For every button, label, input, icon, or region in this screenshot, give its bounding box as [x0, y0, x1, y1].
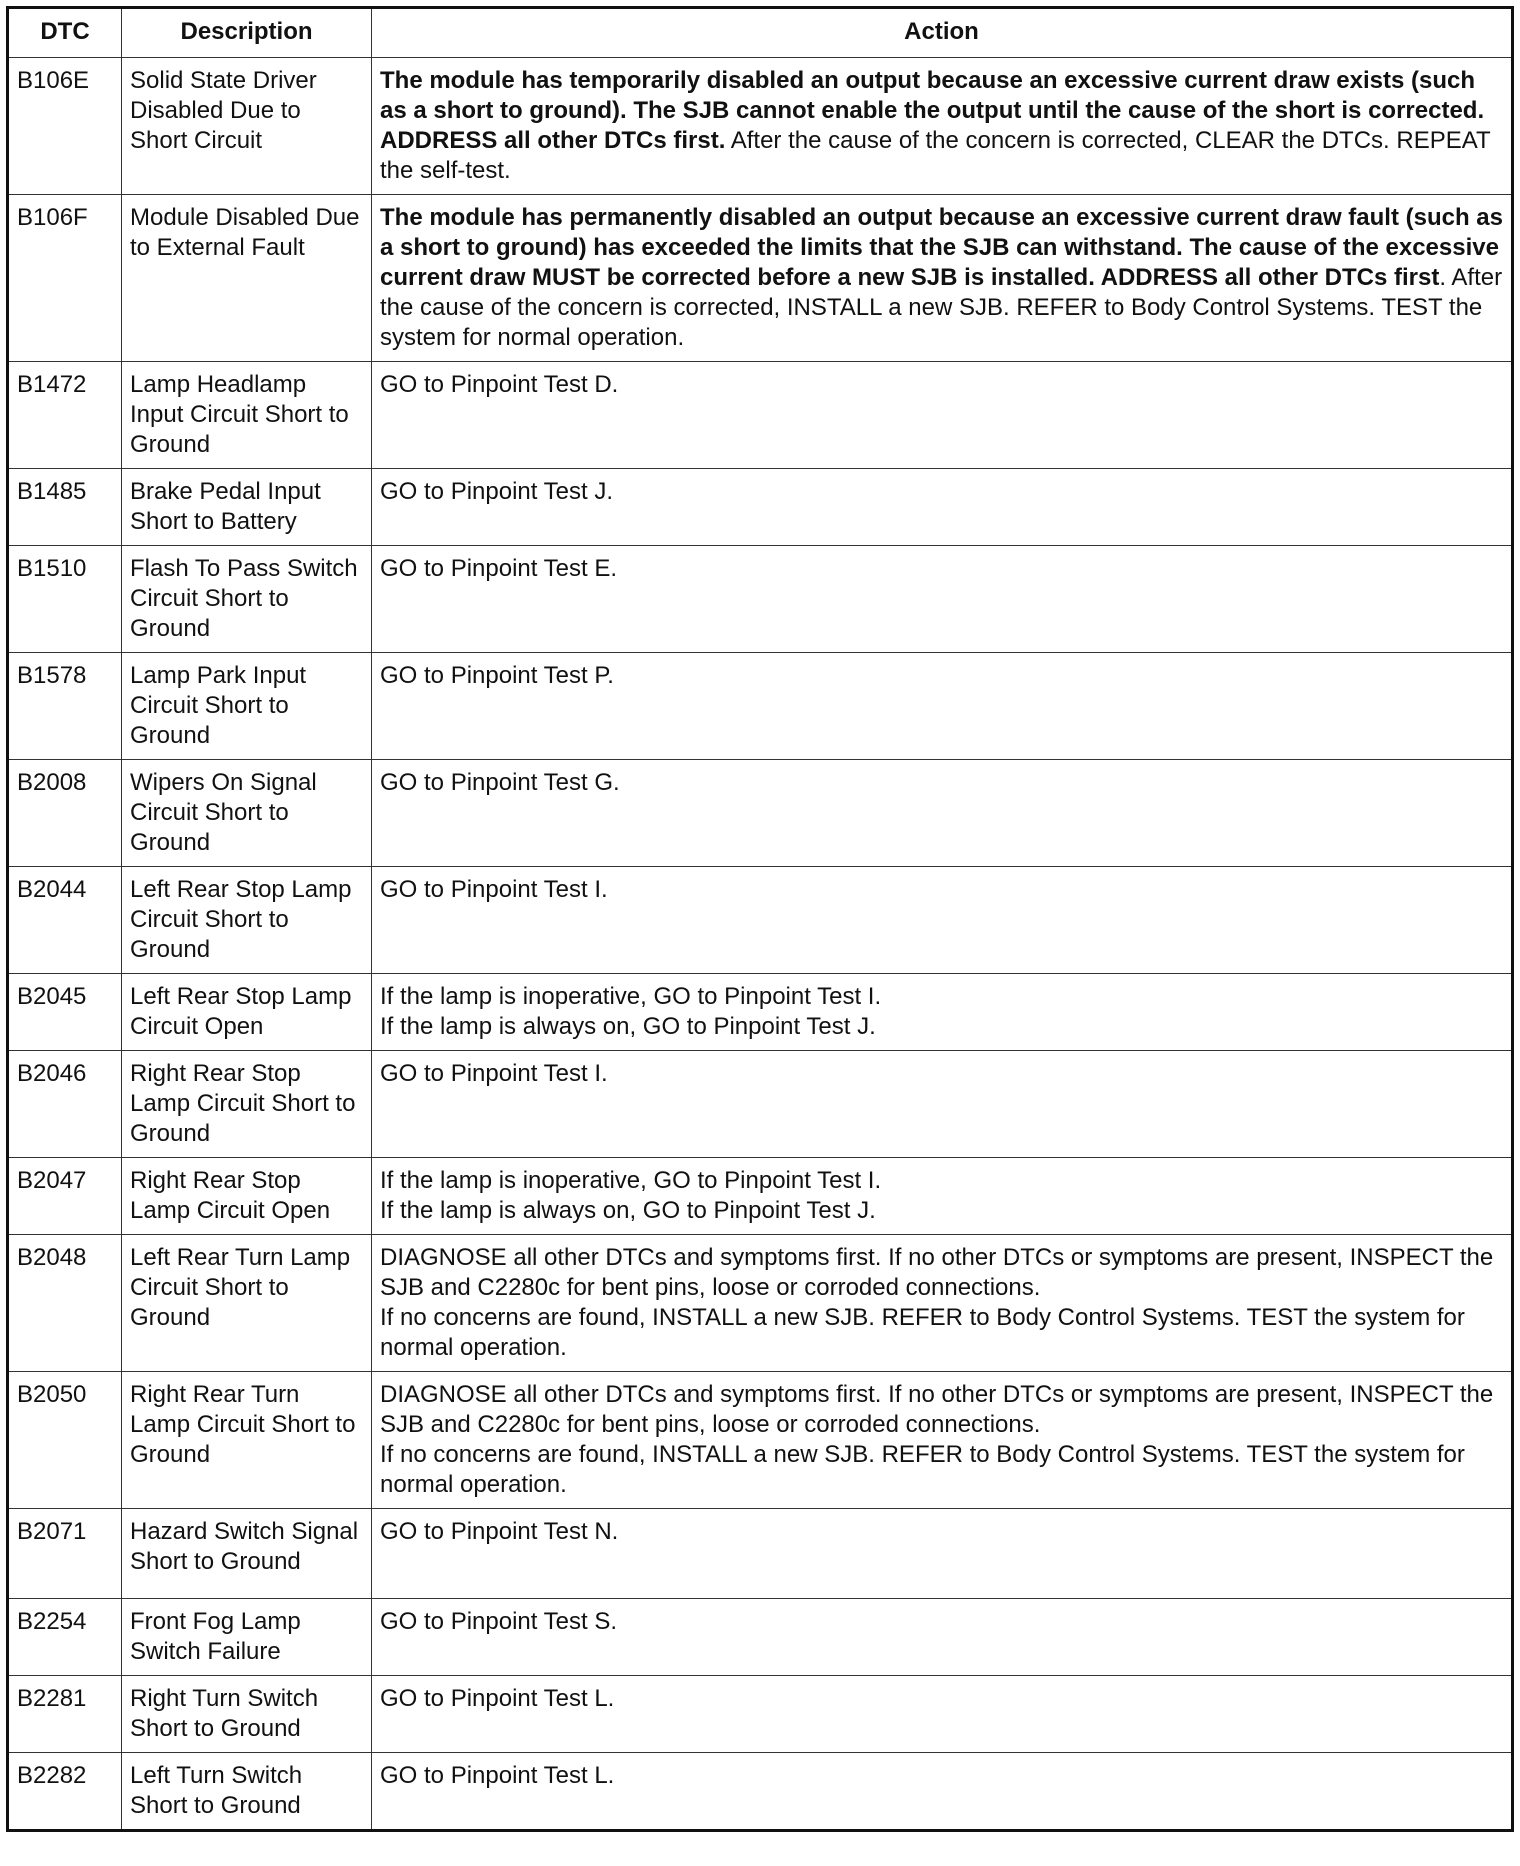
table-row: [8, 1509, 1513, 1599]
dtc-action: GO to Pinpoint Test E.: [372, 546, 1513, 653]
table-row: [8, 867, 1513, 974]
dtc-description: Wipers On Signal Circuit Short to Ground: [122, 760, 372, 867]
table-row: [8, 974, 1513, 1051]
dtc-description: Left Rear Turn Lamp Circuit Short to Ground: [122, 1235, 372, 1372]
dtc-description: Lamp Park Input Circuit Short to Ground: [122, 653, 372, 760]
dtc-description: Hazard Switch Signal Short to Ground: [122, 1509, 372, 1599]
action-line: If the lamp is always on, GO to Pinpoint Test J.: [380, 1197, 876, 1224]
header-action: Action: [372, 8, 1513, 58]
action-line: If no concerns are found, INSTALL a new SJB. REFER to Body Control Systems. TEST the system for normal operation.: [380, 1304, 1465, 1361]
table-header-row: [8, 8, 1513, 58]
action-text: . After the cause of the concern is corrected, INSTALL a new SJB. REFER to Body Control Systems. TEST the system for normal operation.: [380, 264, 1503, 351]
dtc-description: Right Rear Stop Lamp Circuit Open: [122, 1158, 372, 1235]
table-row: [8, 1372, 1513, 1509]
dtc-description: Module Disabled Due to External Fault: [122, 195, 372, 362]
header-description: Description: [122, 8, 372, 58]
table-row: [8, 760, 1513, 867]
dtc-action: [372, 195, 1513, 362]
dtc-code: B2281: [8, 1676, 122, 1753]
action-line: DIAGNOSE all other DTCs and symptoms first. If no other DTCs or symptoms are present, INSPECT the SJB and C2280c for bent pins, loose or corroded connections.: [380, 1381, 1494, 1438]
dtc-action: GO to Pinpoint Test D.: [372, 362, 1513, 469]
table-row: [8, 653, 1513, 760]
dtc-code: B2044: [8, 867, 122, 974]
dtc-description: Lamp Headlamp Input Circuit Short to Ground: [122, 362, 372, 469]
table-row: [8, 1676, 1513, 1753]
dtc-code: B1485: [8, 469, 122, 546]
dtc-description: Right Rear Turn Lamp Circuit Short to Ground: [122, 1372, 372, 1509]
dtc-code: B106E: [8, 58, 122, 195]
dtc-description: Solid State Driver Disabled Due to Short Circuit: [122, 58, 372, 195]
dtc-description: Right Turn Switch Short to Ground: [122, 1676, 372, 1753]
dtc-code: B2050: [8, 1372, 122, 1509]
dtc-code: B2282: [8, 1753, 122, 1831]
dtc-action: GO to Pinpoint Test N.: [372, 1509, 1513, 1599]
dtc-code: B2008: [8, 760, 122, 867]
table-row: [8, 1158, 1513, 1235]
dtc-description: Left Turn Switch Short to Ground: [122, 1753, 372, 1831]
dtc-action: [372, 58, 1513, 195]
table-row: [8, 1599, 1513, 1676]
dtc-description: Front Fog Lamp Switch Failure: [122, 1599, 372, 1676]
action-line: If the lamp is inoperative, GO to Pinpoint Test I.: [380, 1167, 882, 1194]
dtc-action: [372, 1235, 1513, 1372]
table-row: [8, 546, 1513, 653]
dtc-description: Flash To Pass Switch Circuit Short to Ground: [122, 546, 372, 653]
dtc-action: [372, 1372, 1513, 1509]
action-line: If no concerns are found, INSTALL a new SJB. REFER to Body Control Systems. TEST the system for normal operation.: [380, 1441, 1465, 1498]
table-row: [8, 469, 1513, 546]
dtc-action: GO to Pinpoint Test G.: [372, 760, 1513, 867]
dtc-action: GO to Pinpoint Test P.: [372, 653, 1513, 760]
table-row: [8, 58, 1513, 195]
dtc-action: GO to Pinpoint Test I.: [372, 867, 1513, 974]
dtc-action: GO to Pinpoint Test S.: [372, 1599, 1513, 1676]
dtc-description: Brake Pedal Input Short to Battery: [122, 469, 372, 546]
dtc-code: B2071: [8, 1509, 122, 1599]
dtc-action: [372, 1158, 1513, 1235]
table-row: [8, 362, 1513, 469]
dtc-code: B2254: [8, 1599, 122, 1676]
dtc-code: B2047: [8, 1158, 122, 1235]
dtc-table: [6, 6, 1514, 1832]
table-row: [8, 1051, 1513, 1158]
dtc-action: GO to Pinpoint Test J.: [372, 469, 1513, 546]
dtc-description: Left Rear Stop Lamp Circuit Open: [122, 974, 372, 1051]
dtc-action: [372, 974, 1513, 1051]
dtc-code: B1472: [8, 362, 122, 469]
table-row: [8, 195, 1513, 362]
header-dtc: DTC: [8, 8, 122, 58]
action-line: DIAGNOSE all other DTCs and symptoms first. If no other DTCs or symptoms are present, INSPECT the SJB and C2280c for bent pins, loose or corroded connections.: [380, 1244, 1494, 1301]
action-emphasis: The module has permanently disabled an output because an excessive current draw fault (such as a short to ground) has exceeded the limits that the SJB can withstand. The cause of the excessive current draw MUST be corrected before a new SJB is installed. ADDRESS all other DTCs first: [380, 204, 1503, 291]
action-emphasis: The module has temporarily disabled an output because an excessive current draw exists (such as a short to ground). The SJB cannot enable the output until the cause of the short is corrected. ADDRESS all other DTCs first.: [380, 67, 1485, 154]
dtc-code: B1510: [8, 546, 122, 653]
dtc-code: B1578: [8, 653, 122, 760]
dtc-action: GO to Pinpoint Test L.: [372, 1676, 1513, 1753]
dtc-action: GO to Pinpoint Test L.: [372, 1753, 1513, 1831]
table-row: [8, 1235, 1513, 1372]
action-text: After the cause of the concern is corrected, CLEAR the DTCs. REPEAT the self-test.: [380, 127, 1491, 184]
action-line: If the lamp is always on, GO to Pinpoint Test J.: [380, 1013, 876, 1040]
dtc-description: Left Rear Stop Lamp Circuit Short to Ground: [122, 867, 372, 974]
dtc-code: B106F: [8, 195, 122, 362]
dtc-description: Right Rear Stop Lamp Circuit Short to Ground: [122, 1051, 372, 1158]
dtc-code: B2048: [8, 1235, 122, 1372]
action-line: If the lamp is inoperative, GO to Pinpoint Test I.: [380, 983, 882, 1010]
dtc-code: B2045: [8, 974, 122, 1051]
dtc-action: GO to Pinpoint Test I.: [372, 1051, 1513, 1158]
table-row: [8, 1753, 1513, 1831]
dtc-code: B2046: [8, 1051, 122, 1158]
